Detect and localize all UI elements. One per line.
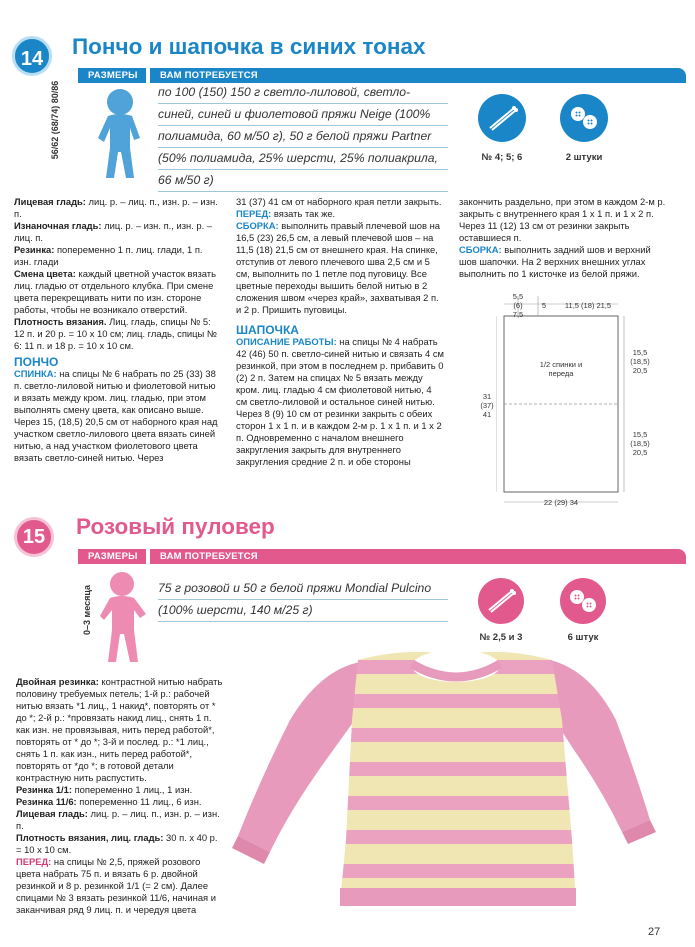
needs-line: (50% полиамида, 25% шерсти, 25% полиакрила, (158, 148, 448, 170)
front-paragraph: ПЕРЕД: вязать так же. (236, 208, 336, 219)
technique-item: Резинка: попеременно 1 п. лиц. глади, 1 п. изн. глади (14, 244, 203, 267)
technique-item: Резинка 11/6: попеременно 11 лиц., 6 изн. (16, 796, 202, 807)
diagram-left: 31 (37) 41 (480, 392, 494, 419)
s14-column-3 (459, 196, 669, 280)
tab-sizes-14: РАЗМЕРЫ (78, 68, 146, 83)
buttons-icon (560, 94, 608, 142)
diagram-bottom: 22 (29) 34 (543, 498, 579, 507)
buttons-label-15: 6 штук (567, 632, 599, 643)
needles-icon (478, 94, 526, 142)
sizes-label-14: 56/62 (68/74) 80/86 (50, 80, 60, 160)
technique-item: Двойная резинка: контрастной нитью набрать половину требуемых петель; 1-й р.: рабочей нитью вязать *1 лиц., 1 накид*, повторять от * до *; 2-й р.: *провязать накид лиц., снять 1 п. как изн. не провязывая, нить перед работой*, повторять от * до *; 3-й и послед. р.: *1 лиц., снять 1 п. как изн., нить перед работой*, повторять от *до *; в готовой детали контрастную нить распустить. (16, 676, 223, 783)
needles-label-15: № 2,5 и 3 (479, 632, 523, 643)
needles-icon (478, 578, 524, 624)
technique-item: Резинка 1/1: попеременно 1 лиц., 1 изн. (16, 784, 193, 795)
buttons-label-14: 2 штуки (565, 152, 603, 163)
diagram-top-b: 5 (541, 301, 547, 310)
diagram-right-bottom: 15,5 (18,5) 20,5 (630, 430, 650, 457)
diagram-center: 1/2 спинки и переда (539, 360, 583, 378)
baby-size-figure-15 (92, 570, 154, 666)
needs-line: (100% шерсти, 140 м/25 г) (158, 600, 448, 622)
technique-item: Плотность вязания, лиц. гладь: 30 п. х 40 р. = 10 х 10 см. (16, 832, 218, 855)
tab-sizes-15: РАЗМЕРЫ (78, 549, 146, 564)
section-number-15: 15 (14, 517, 54, 557)
front-paragraph: ПЕРЕД: на спицы № 2,5, пряжей розового цвета набрать 75 п. и вязать 6 р. двойной резинкой и 8 р. резинкой 1/1 (= 2 см). Далее спицами № 3 вязать резинкой 11/6, начиная и заканчивая ряд 9 лиц. п. и чередуя цвета (16, 856, 216, 915)
poncho-back-cont: 31 (37) 41 см от наборного края петли закрыть. (236, 196, 442, 207)
hat-assembly: СБОРКА: выполнить задний шов и верхний шов шапочки. На 2 верхних внешних углах выполнить по 1 кисточке из белой пряжи. (459, 244, 651, 279)
hat-cont: закончить раздельно, при этом в каждом 2-м р. закрыть с внутреннего края 1 х 1 п. и 1 х 2 п. Через 11 (12) 13 см от резинки закрыть оставшиеся п. (459, 196, 666, 243)
diagram-top-a: 5,5 (6) 7,5 (512, 292, 524, 319)
needs-line: полиамида, 60 м/50 г), 50 г белой пряжи Partner (158, 126, 448, 148)
diagram-top-c: 11,5 (18) 21,5 (564, 301, 612, 310)
sizes-label-15: 0–3 месяца (82, 585, 92, 635)
needs-line: по 100 (150) 150 г светло-лиловой, светло- (158, 82, 448, 104)
technique-item: Изнаночная гладь: лиц. р. – изн. п., изн. р. – лиц. п. (14, 220, 213, 243)
needs-list-14 (158, 82, 448, 192)
section-title-15: Розовый пуловер (76, 514, 275, 539)
s15-column-1 (16, 676, 224, 916)
technique-item: Лицевая гладь: лиц. р. – лиц. п., изн. р. – изн. п. (16, 808, 220, 831)
needs-line: 66 м/50 г) (158, 170, 448, 192)
needs-list-15 (158, 578, 448, 622)
s14-column-1 (14, 196, 222, 464)
technique-item: Лицевая гладь: лиц. р. – лиц. п., изн. р. – изн. п. (14, 196, 218, 219)
poncho-back-paragraph: СПИНКА: на спицы № 6 набрать по 25 (33) 38 п. светло-лиловой нитью и фиолетовой нитью и вязать между кром. лиц. гладью, при этом выполнять смену цвета, как описано выше. Через 15, (18,5) 20,5 см от наборного края над участком светло-лилового цвета вязать синей нитью, а над участком фиолетового цвета вязать светло-синей нитью. Через (14, 368, 218, 463)
section-title-14: Пончо и шапочка в синих тонах (72, 34, 426, 59)
tab-needs-14: ВАМ ПОТРЕБУЕТСЯ (150, 68, 686, 83)
hat-description: ОПИСАНИЕ РАБОТЫ: на спицы № 4 набрать 42 (46) 50 п. светло-синей нитью и связать 4 см резинкой, при этом в последнем р. прибавить 0 (2) 2 п. Затем на спицах № 5 вязать между кром. лиц. гладью 4 см фиолетовой нитью, 4 см светло-лиловой и остальное синей нитью. Через 8 (9) 10 см от резинки закрыть с обеих сторон 1 х 1 п. и в каждом 2-м р. 1 х 1 п. и 1 х 2 п. Одновременно с началом внешнего закругления закрыть для внутреннего закругления средние 2 п. и обе стороны (236, 336, 444, 467)
section-number-14: 14 (12, 36, 52, 76)
sweater-photo (230, 640, 690, 920)
poncho-heading: ПОНЧО (14, 355, 59, 369)
needs-line: синей, синей и фиолетовой пряжи Neige (100% (158, 104, 448, 126)
hat-heading: ШАПОЧКА (236, 323, 299, 337)
s14-column-2 (236, 196, 444, 468)
buttons-icon (560, 578, 606, 624)
technique-item: Смена цвета: каждый цветной участок вязать лиц. гладью от отдельного клубка. При смене цвета перекрещивать нити по изн. стороне работы, чтобы не возникало отверстий. (14, 268, 216, 315)
assembly-paragraph: СБОРКА: выполнить правый плечевой шов на 16,5 (23) 26,5 см, а левый плечевой шов – на 11,5 (18) 21,5 см от внешнего края. На спинке, отступив от левого плечевого шва 2,5 см и 5 см, выполнить по 1 петле под пуговицу. Все цветные переходы вышить белой нитью в 2 сложения швом «через край», захватывая 2 п. и 2 р. Пришить пуговицы. (236, 220, 441, 315)
needles-label-14: № 4; 5; 6 (481, 152, 523, 163)
tab-needs-15: ВАМ ПОТРЕБУЕТСЯ (150, 549, 686, 564)
baby-size-figure-14 (88, 86, 150, 182)
diagram-right-top: 15,5 (18,5) 20,5 (630, 348, 650, 375)
needs-line: 75 г розовой и 50 г белой пряжи Mondial Pulcino (158, 578, 448, 600)
page-number: 27 (648, 926, 661, 938)
technique-item: Плотность вязания. Лиц. гладь, спицы № 5: 12 п. и 20 р. = 10 х 10 см; лиц. гладь, спицы № 6: 11 п. и 18 р. = 10 х 10 см. (14, 316, 217, 351)
pattern-diagram (480, 290, 676, 518)
